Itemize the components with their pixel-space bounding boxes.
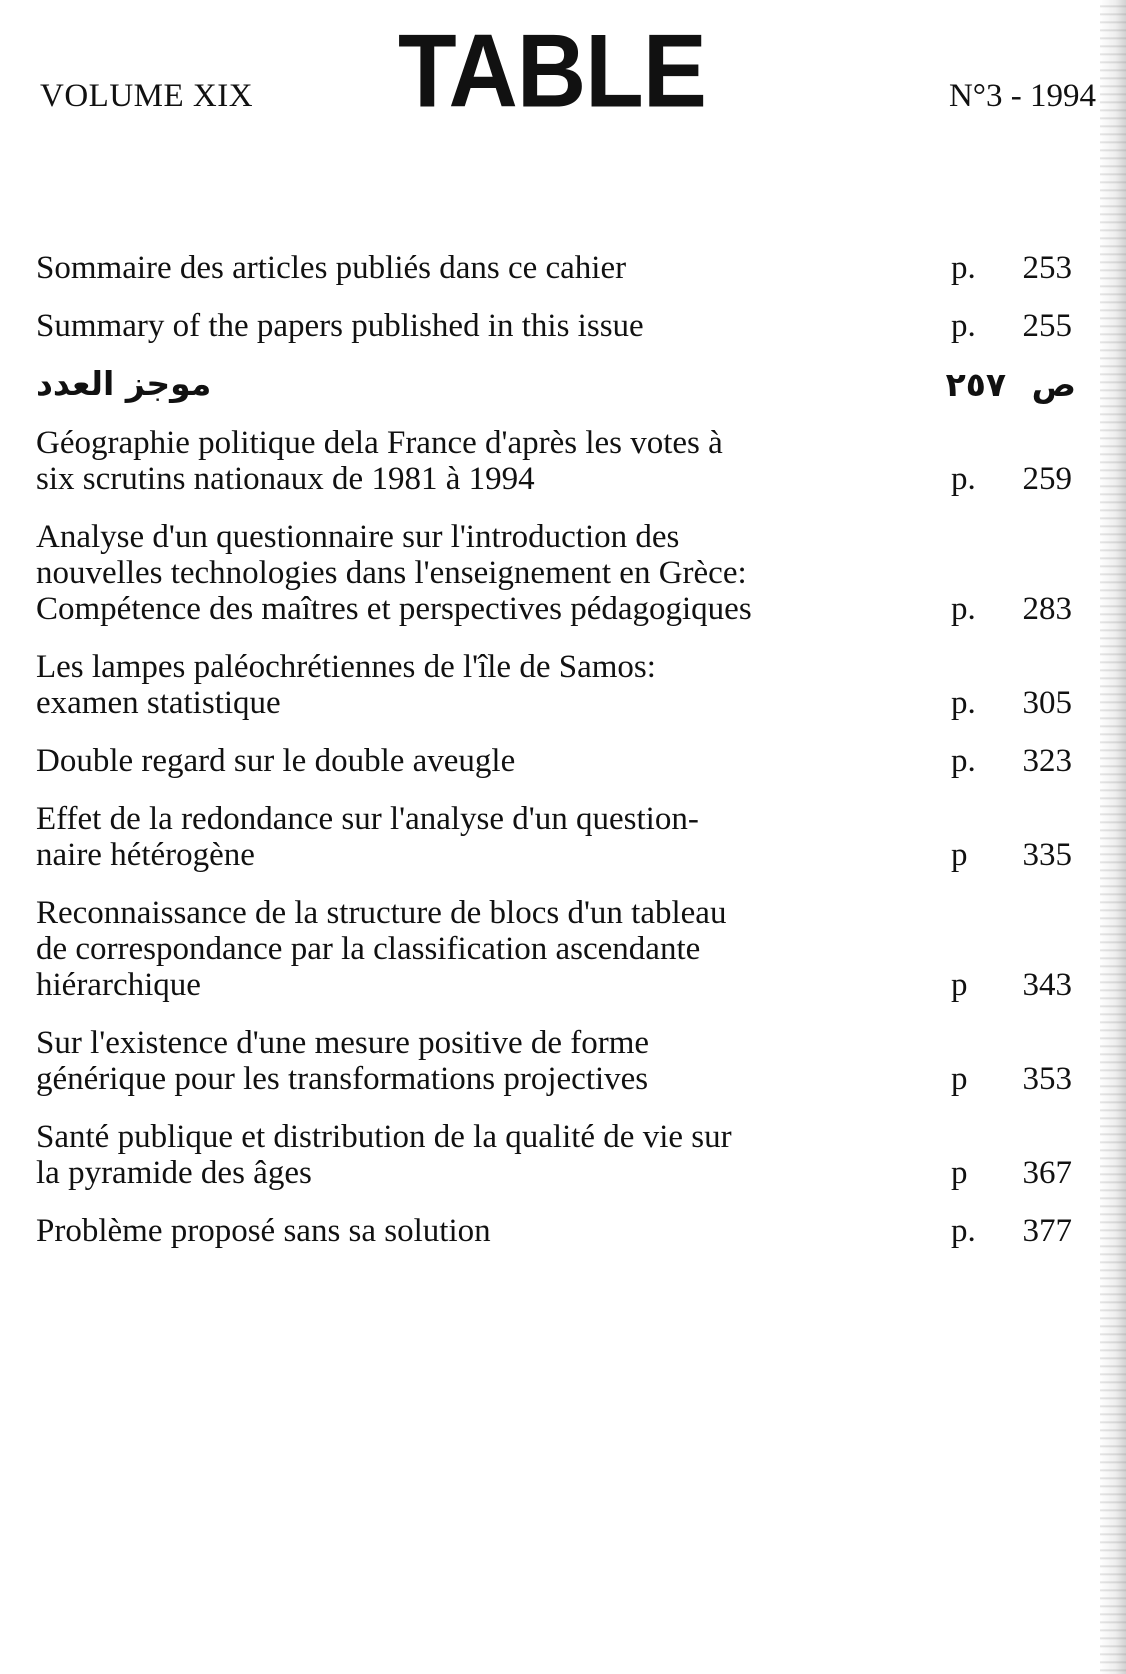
toc-entry-page-number: 323 xyxy=(1022,743,1072,779)
toc-entry-page-number: 367 xyxy=(1022,1155,1072,1191)
toc-entry-page-number: ٢٥٧ xyxy=(945,365,1006,404)
toc-entry-page-prefix: p. xyxy=(951,743,976,779)
volume-label: VOLUME XIX xyxy=(40,78,254,114)
toc-entry xyxy=(36,308,1116,344)
toc-entry xyxy=(36,1213,1116,1249)
toc-entry-page-number: 305 xyxy=(1022,685,1072,721)
toc-entry-title: موجز العدد xyxy=(36,364,212,403)
toc-entry-page-prefix: p xyxy=(951,1155,968,1191)
toc-entry-page-prefix: p. xyxy=(951,1213,976,1249)
toc-entry-title: Problème proposé sans sa solution xyxy=(36,1213,491,1249)
toc-entry-title: Analyse d'un questionnaire sur l'introduction des nouvelles technologies dans l'enseignement en Grèce: Compétence des maîtres et perspectives pédagogiques xyxy=(36,519,752,627)
toc-entry-title: Reconnaissance de la structure de blocs d'un tableau de correspondance par la classification ascendante hiérarchique xyxy=(36,895,727,1003)
toc-entry-page-number: 259 xyxy=(1022,461,1072,497)
toc-entry xyxy=(36,425,1116,497)
toc-entry-page-number: 283 xyxy=(1022,591,1072,627)
toc-entry xyxy=(36,895,1116,1003)
toc-entry xyxy=(36,1025,1116,1097)
toc-entry-page-number: 353 xyxy=(1022,1061,1072,1097)
toc-entry-title: Santé publique et distribution de la qualité de vie sur la pyramide des âges xyxy=(36,1119,732,1191)
toc-entry-title: Les lampes paléochrétiennes de l'île de Samos: examen statistique xyxy=(36,649,656,721)
toc-entry-title: Double regard sur le double aveugle xyxy=(36,743,516,779)
toc-entry-title: Effet de la redondance sur l'analyse d'un question- naire hétérogène xyxy=(36,801,699,873)
toc-entry-page-prefix: p xyxy=(951,967,968,1003)
toc-entry-title: Sommaire des articles publiés dans ce cahier xyxy=(36,250,627,286)
toc-entry xyxy=(36,250,1116,286)
toc-entry-page-number: 343 xyxy=(1022,967,1072,1003)
table-of-contents xyxy=(36,250,1116,1271)
toc-entry-arabic xyxy=(36,366,1116,403)
header xyxy=(0,0,1126,140)
toc-entry-page-prefix: ص xyxy=(1031,365,1076,404)
toc-entry-page-prefix: p. xyxy=(951,591,976,627)
toc-entry-page-prefix: p xyxy=(951,837,968,873)
issue-label: N°3 - 1994 xyxy=(948,78,1096,114)
toc-entry-page-prefix: p. xyxy=(951,461,976,497)
toc-entry-page-prefix: p xyxy=(951,1061,968,1097)
toc-entry-page-number: 377 xyxy=(1022,1213,1072,1249)
toc-entry-page-prefix: p. xyxy=(951,250,976,286)
toc-entry-title: Summary of the papers published in this issue xyxy=(36,308,644,344)
toc-entry xyxy=(36,743,1116,779)
toc-entry xyxy=(36,801,1116,873)
toc-entry-page-prefix: p. xyxy=(951,308,976,344)
toc-entry-page-prefix: p. xyxy=(951,685,976,721)
page-title: TABLE xyxy=(398,13,706,130)
toc-entry-title: Géographie politique dela France d'après les votes à six scrutins nationaux de 1981 à 1994 xyxy=(36,425,723,497)
toc-entry-title: Sur l'existence d'une mesure positive de forme générique pour les transformations projectives xyxy=(36,1025,650,1097)
toc-entry xyxy=(36,649,1116,721)
toc-entry-page-number: 255 xyxy=(1022,308,1072,344)
toc-entry-page-number: 253 xyxy=(1022,250,1072,286)
toc-entry-page-number: 335 xyxy=(1022,837,1072,873)
toc-entry xyxy=(36,519,1116,627)
toc-entry xyxy=(36,1119,1116,1191)
